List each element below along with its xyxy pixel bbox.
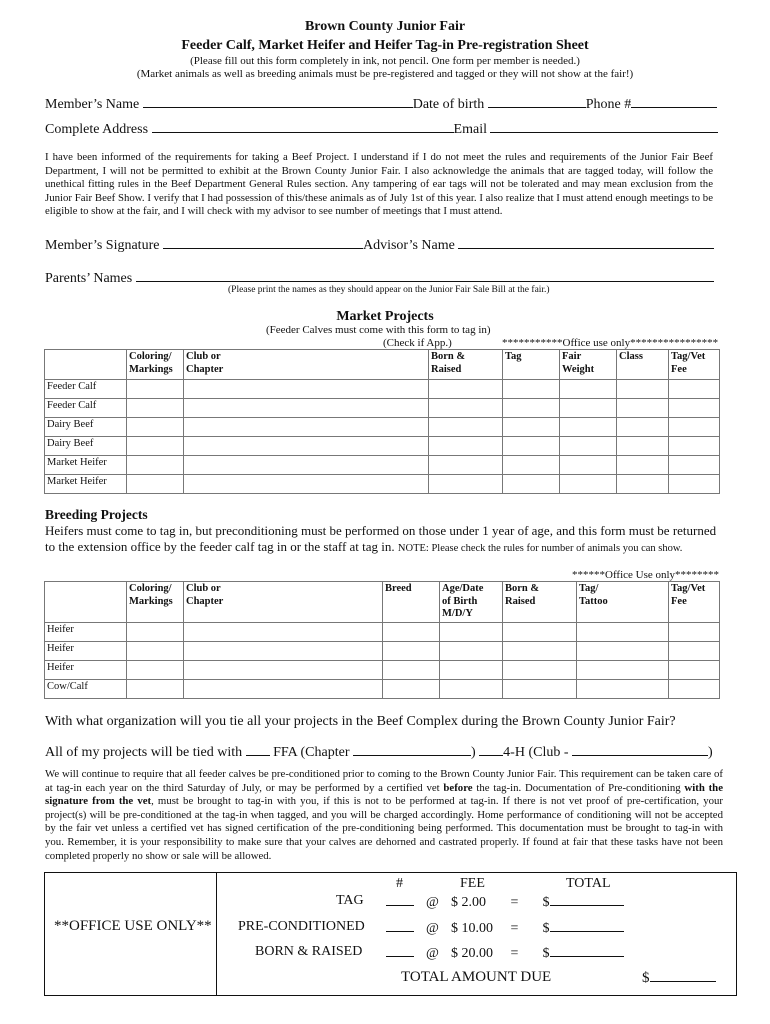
table-cell[interactable] (577, 642, 669, 661)
hdr-raised: Raised (431, 363, 462, 375)
equals-sign: = (510, 895, 519, 910)
fee-amount: $ 20.00 (451, 946, 493, 961)
breeding-projects-title: Breeding Projects (45, 507, 148, 522)
address-label: Complete Address (45, 122, 149, 137)
dollar-sign: $ (542, 895, 550, 910)
table-cell[interactable] (617, 456, 669, 475)
table-cell[interactable] (383, 680, 440, 699)
breeding-header-row (45, 582, 720, 623)
dollar-sign: $ (542, 921, 550, 936)
h4-check-field[interactable] (479, 743, 503, 756)
email-field[interactable] (490, 120, 718, 133)
form-subtitle: Feeder Calf, Market Heifer and Heifer Tag-in Pre-registration Sheet (181, 38, 589, 53)
office-use-label: **OFFICE USE ONLY** (54, 918, 212, 934)
hdr-raised: Raised (505, 595, 536, 607)
hdr-born: Born & (431, 351, 466, 362)
signature-row (45, 236, 714, 254)
fee-row-name: BORN & RAISED (255, 944, 363, 959)
table-cell[interactable] (127, 680, 184, 699)
hdr-chapter: Chapter (186, 363, 224, 375)
market-header-row (45, 350, 720, 380)
table-cell[interactable] (503, 680, 577, 699)
col-number-header: # (396, 876, 403, 891)
table-cell[interactable] (503, 475, 560, 494)
table-cell[interactable] (503, 437, 560, 456)
table-cell[interactable] (429, 399, 503, 418)
hdr-fee: Fee (671, 595, 687, 607)
hdr-markings: Markings (129, 595, 173, 607)
table-cell[interactable] (184, 642, 383, 661)
h4-label: 4-H (Club - (503, 745, 569, 760)
table-cell[interactable] (127, 399, 184, 418)
market-row-label: Dairy Beef (45, 418, 127, 437)
hdr-fair: Fair (562, 351, 582, 362)
table-row (45, 475, 720, 494)
breeding-header-born (503, 582, 577, 623)
table-cell[interactable] (440, 642, 503, 661)
table-cell[interactable] (184, 437, 429, 456)
table-cell[interactable] (127, 642, 184, 661)
breeding-office-note: ******Office Use only******** (572, 569, 720, 581)
table-cell[interactable] (184, 456, 429, 475)
table-cell[interactable] (577, 680, 669, 699)
table-cell[interactable] (617, 380, 669, 399)
table-cell[interactable] (429, 380, 503, 399)
born-count-field[interactable] (386, 944, 414, 957)
breeding-header-breed: Breed (383, 582, 440, 623)
market-row-label: Market Heifer (45, 475, 127, 494)
tag-total-field[interactable] (550, 893, 624, 906)
phone-field[interactable] (631, 95, 717, 108)
member-signature-label: Member’s Signature (45, 238, 160, 253)
table-cell[interactable] (429, 475, 503, 494)
table-cell[interactable] (440, 623, 503, 642)
breeding-row-label: Heifer (45, 642, 127, 661)
fee-row-tag-values (386, 893, 624, 911)
total-dollar-sign: $ (642, 970, 650, 986)
breeding-header-coloring (127, 582, 184, 623)
table-cell[interactable] (669, 661, 720, 680)
table-row (45, 642, 720, 661)
ffa-check-field[interactable] (246, 743, 270, 756)
breeding-row-label: Heifer (45, 623, 127, 642)
table-cell[interactable] (669, 680, 720, 699)
precondition-bold-2: with the signature from the vet (45, 781, 723, 808)
born-total-field[interactable] (550, 944, 624, 957)
table-cell[interactable] (127, 456, 184, 475)
table-cell[interactable] (560, 437, 617, 456)
table-cell[interactable] (429, 437, 503, 456)
header-note-1: (Please fill out this form completely in ink, not pencil. One form per member is needed.) (190, 55, 580, 67)
precondition-part-2: the tag-in. Documentation of Pre-conditioning (472, 781, 685, 794)
table-cell[interactable] (617, 475, 669, 494)
equals-sign: = (510, 946, 519, 961)
market-header-cell (45, 350, 127, 380)
table-cell[interactable] (383, 623, 440, 642)
table-cell[interactable] (577, 623, 669, 642)
hdr-club: Club or (186, 583, 221, 594)
market-header-class: Class (617, 350, 669, 380)
email-label: Email (453, 122, 487, 137)
precond-total-field[interactable] (550, 919, 624, 932)
total-amount-row (642, 969, 716, 987)
table-cell[interactable] (669, 475, 720, 494)
at-sign: @ (426, 921, 439, 936)
hdr-ofbirth: of Birth (442, 595, 478, 607)
market-header-tag: Tag (503, 350, 560, 380)
precond-count-field[interactable] (386, 919, 414, 932)
breeding-row-label: Cow/Calf (45, 680, 127, 699)
table-cell[interactable] (560, 475, 617, 494)
total-amount-label: TOTAL AMOUNT DUE (401, 969, 552, 985)
table-cell[interactable] (560, 418, 617, 437)
table-cell[interactable] (669, 437, 720, 456)
table-cell[interactable] (127, 437, 184, 456)
equals-sign: = (510, 921, 519, 936)
table-cell[interactable] (127, 418, 184, 437)
table-cell[interactable] (503, 642, 577, 661)
breeding-header-age (440, 582, 503, 623)
h4-close: ) (708, 745, 713, 760)
col-total-header: TOTAL (566, 876, 611, 891)
fee-row-name: PRE-CONDITIONED (238, 919, 365, 934)
table-cell[interactable] (184, 399, 429, 418)
tag-count-field[interactable] (386, 893, 414, 906)
market-note-1: (Feeder Calves must come with this form to tag in) (266, 324, 491, 336)
market-note-2: (Check if App.) (383, 337, 452, 349)
table-cell[interactable] (440, 680, 503, 699)
table-cell[interactable] (184, 380, 429, 399)
market-row-label: Feeder Calf (45, 399, 127, 418)
col-fee-header: FEE (460, 876, 485, 891)
breeding-header-fee (669, 582, 720, 623)
table-cell[interactable] (617, 418, 669, 437)
table-cell[interactable] (503, 399, 560, 418)
market-header-club (184, 350, 429, 380)
parents-names-label: Parents’ Names (45, 271, 133, 286)
form-title: Brown County Junior Fair (304, 19, 466, 34)
hdr-born: Born & (505, 583, 540, 594)
table-cell[interactable] (669, 399, 720, 418)
total-amount-field[interactable] (650, 969, 716, 982)
breeding-header-tag (577, 582, 669, 623)
at-sign: @ (426, 946, 439, 961)
breeding-text (45, 523, 720, 557)
fee-amount: $ 2.00 (451, 895, 486, 910)
table-row (45, 680, 720, 699)
table-cell[interactable] (503, 623, 577, 642)
market-header-born (429, 350, 503, 380)
table-row (45, 661, 720, 680)
table-cell[interactable] (440, 661, 503, 680)
hdr-coloring: Coloring/ (129, 583, 172, 594)
breeding-table (44, 581, 720, 699)
address-row (45, 120, 718, 138)
table-cell[interactable] (503, 418, 560, 437)
hdr-tag: Tag/ (579, 583, 599, 594)
fee-row-precond-values (386, 919, 624, 937)
breeding-text-main: Heifers must come to tag in, but preconditioning must be performed on those under 1 year of age, and this form must be returned to the extension office by the feeder calf tag in or the staff at tag in. (45, 523, 717, 554)
table-cell[interactable] (503, 380, 560, 399)
fee-row-name: TAG (336, 893, 364, 908)
breeding-header-cell (45, 582, 127, 623)
table-cell[interactable] (669, 456, 720, 475)
table-cell[interactable] (429, 456, 503, 475)
market-header-fee (669, 350, 720, 380)
advisor-name-label: Advisor’s Name (362, 238, 455, 253)
table-cell[interactable] (669, 642, 720, 661)
ffa-chapter-field[interactable] (353, 743, 471, 756)
market-table (44, 349, 720, 494)
fee-row-precond (238, 919, 365, 935)
member-name-label: Member’s Name (45, 97, 140, 112)
hdr-tagvet: Tag/Vet (671, 351, 706, 362)
member-signature-field[interactable] (163, 236, 363, 249)
table-row (45, 437, 720, 456)
table-row (45, 399, 720, 418)
fee-row-tag (336, 893, 364, 909)
hdr-club: Club or (186, 351, 221, 362)
table-cell[interactable] (429, 418, 503, 437)
hdr-tagvet: Tag/Vet (671, 583, 706, 594)
table-cell[interactable] (383, 642, 440, 661)
table-row (45, 418, 720, 437)
market-row-label: Dairy Beef (45, 437, 127, 456)
table-cell[interactable] (560, 380, 617, 399)
hdr-coloring: Coloring/ (129, 351, 172, 362)
dob-label: Date of birth (412, 97, 485, 112)
precondition-bold-1: before (443, 781, 473, 794)
ffa-close: ) (471, 745, 476, 760)
table-row (45, 456, 720, 475)
market-row-label: Feeder Calf (45, 380, 127, 399)
tied-with-label: All of my projects will be tied with (45, 745, 243, 760)
address-field[interactable] (152, 120, 454, 133)
table-cell[interactable] (184, 680, 383, 699)
at-sign: @ (426, 895, 439, 910)
market-office-note: ***********Office use only**************** (502, 337, 719, 349)
table-cell[interactable] (617, 399, 669, 418)
hdr-chapter: Chapter (186, 595, 224, 607)
table-cell[interactable] (184, 475, 429, 494)
fee-row-born (255, 944, 362, 960)
table-cell[interactable] (127, 661, 184, 680)
agreement-text: I have been informed of the requirements for taking a Beef Project. I understand if I do not meet the rules and requirements of the Junior Fair Beef Department, I will not be permitted to exhibit at the Brown County Junior Fair. I also acknowledge the animals that are tagged today, will follow the unethical fitting rules in the Beef Department General Rules section. Any tampering of ear tags will not be tolerated and may mean exclusion from the Junior Fair Beef Show. I verify that I had possession of this/these animals as of July 1st of this year. I also realize that I must attend enough meetings to be eligible to show at the fair, and I will check with my advisor to see number of meetings that I must attend. (45, 151, 713, 218)
parents-names-field[interactable] (136, 269, 714, 282)
table-cell[interactable] (669, 623, 720, 642)
table-cell[interactable] (184, 661, 383, 680)
table-row (45, 623, 720, 642)
market-header-weight (560, 350, 617, 380)
market-projects-title: Market Projects (336, 309, 434, 324)
phone-label: Phone # (585, 97, 632, 112)
table-cell[interactable] (184, 623, 383, 642)
table-cell[interactable] (577, 661, 669, 680)
hdr-agedate: Age/Date (442, 583, 484, 594)
precondition-part-3: , must be brought to tag-in with you, if this is not to be performed at tag-in. If there is not vet proof of pre-certification, your project(s) will be pre-conditioned at the tag-in when tagged, and you will be charged accordingly. Home performance of conditioning will not be accepted by the fair vet unless a certified vet has signed certification of the pre-conditioning being performed. This documentation must be brought to tag-in with you. Remember, it is your responsibility to make sure that your calves are dehorned and castrated properly. If found at fair that these tasks have not been completed properly no show or sale will be allowed. (45, 795, 723, 862)
organization-question: With what organization will you tie all your projects in the Beef Complex during the Brown County Junior Fair? (45, 714, 676, 729)
table-row (45, 380, 720, 399)
precondition-part-1: We will continue to require that all feeder calves be pre-conditioned prior to coming to the Brown County Junior Fair. This requirement can be taken care of at tag-in each year on the third Saturday of July, or may be performed by a certified vet (45, 768, 723, 794)
header-note-2: (Market animals as well as breeding animals must be pre-registered and tagged or they will not show at the fair!) (136, 68, 634, 80)
office-box-divider (216, 872, 217, 996)
table-cell[interactable] (669, 380, 720, 399)
fee-amount: $ 10.00 (451, 921, 493, 936)
table-cell[interactable] (127, 380, 184, 399)
market-row-label: Market Heifer (45, 456, 127, 475)
hdr-fee: Fee (671, 363, 687, 375)
hdr-markings: Markings (129, 363, 173, 375)
table-cell[interactable] (503, 456, 560, 475)
advisor-name-field[interactable] (458, 236, 714, 249)
breeding-row-label: Heifer (45, 661, 127, 680)
parents-note: (Please print the names as they should appear on the Junior Fair Sale Bill at the fair.) (228, 285, 550, 295)
member-name-field[interactable] (143, 95, 413, 108)
table-cell[interactable] (503, 661, 577, 680)
fee-row-born-values (386, 944, 624, 962)
hdr-mdy: M/D/Y (442, 608, 473, 619)
breeding-text-note: NOTE: Please check the rules for number of animals you can show. (397, 543, 683, 554)
market-header-coloring (127, 350, 184, 380)
member-name-row (45, 95, 717, 113)
dob-field[interactable] (488, 95, 586, 108)
breeding-header-club (184, 582, 383, 623)
table-cell[interactable] (669, 418, 720, 437)
table-cell[interactable] (383, 661, 440, 680)
hdr-tattoo: Tattoo (579, 595, 608, 607)
table-cell[interactable] (127, 623, 184, 642)
table-cell[interactable] (184, 418, 429, 437)
tied-with-row (45, 743, 713, 761)
table-cell[interactable] (560, 456, 617, 475)
table-cell[interactable] (127, 475, 184, 494)
ffa-label: FFA (Chapter (273, 745, 350, 760)
dollar-sign: $ (542, 946, 550, 961)
table-cell[interactable] (560, 399, 617, 418)
precondition-text (45, 768, 723, 863)
h4-club-field[interactable] (572, 743, 708, 756)
hdr-weight: Weight (562, 363, 595, 375)
table-cell[interactable] (617, 437, 669, 456)
